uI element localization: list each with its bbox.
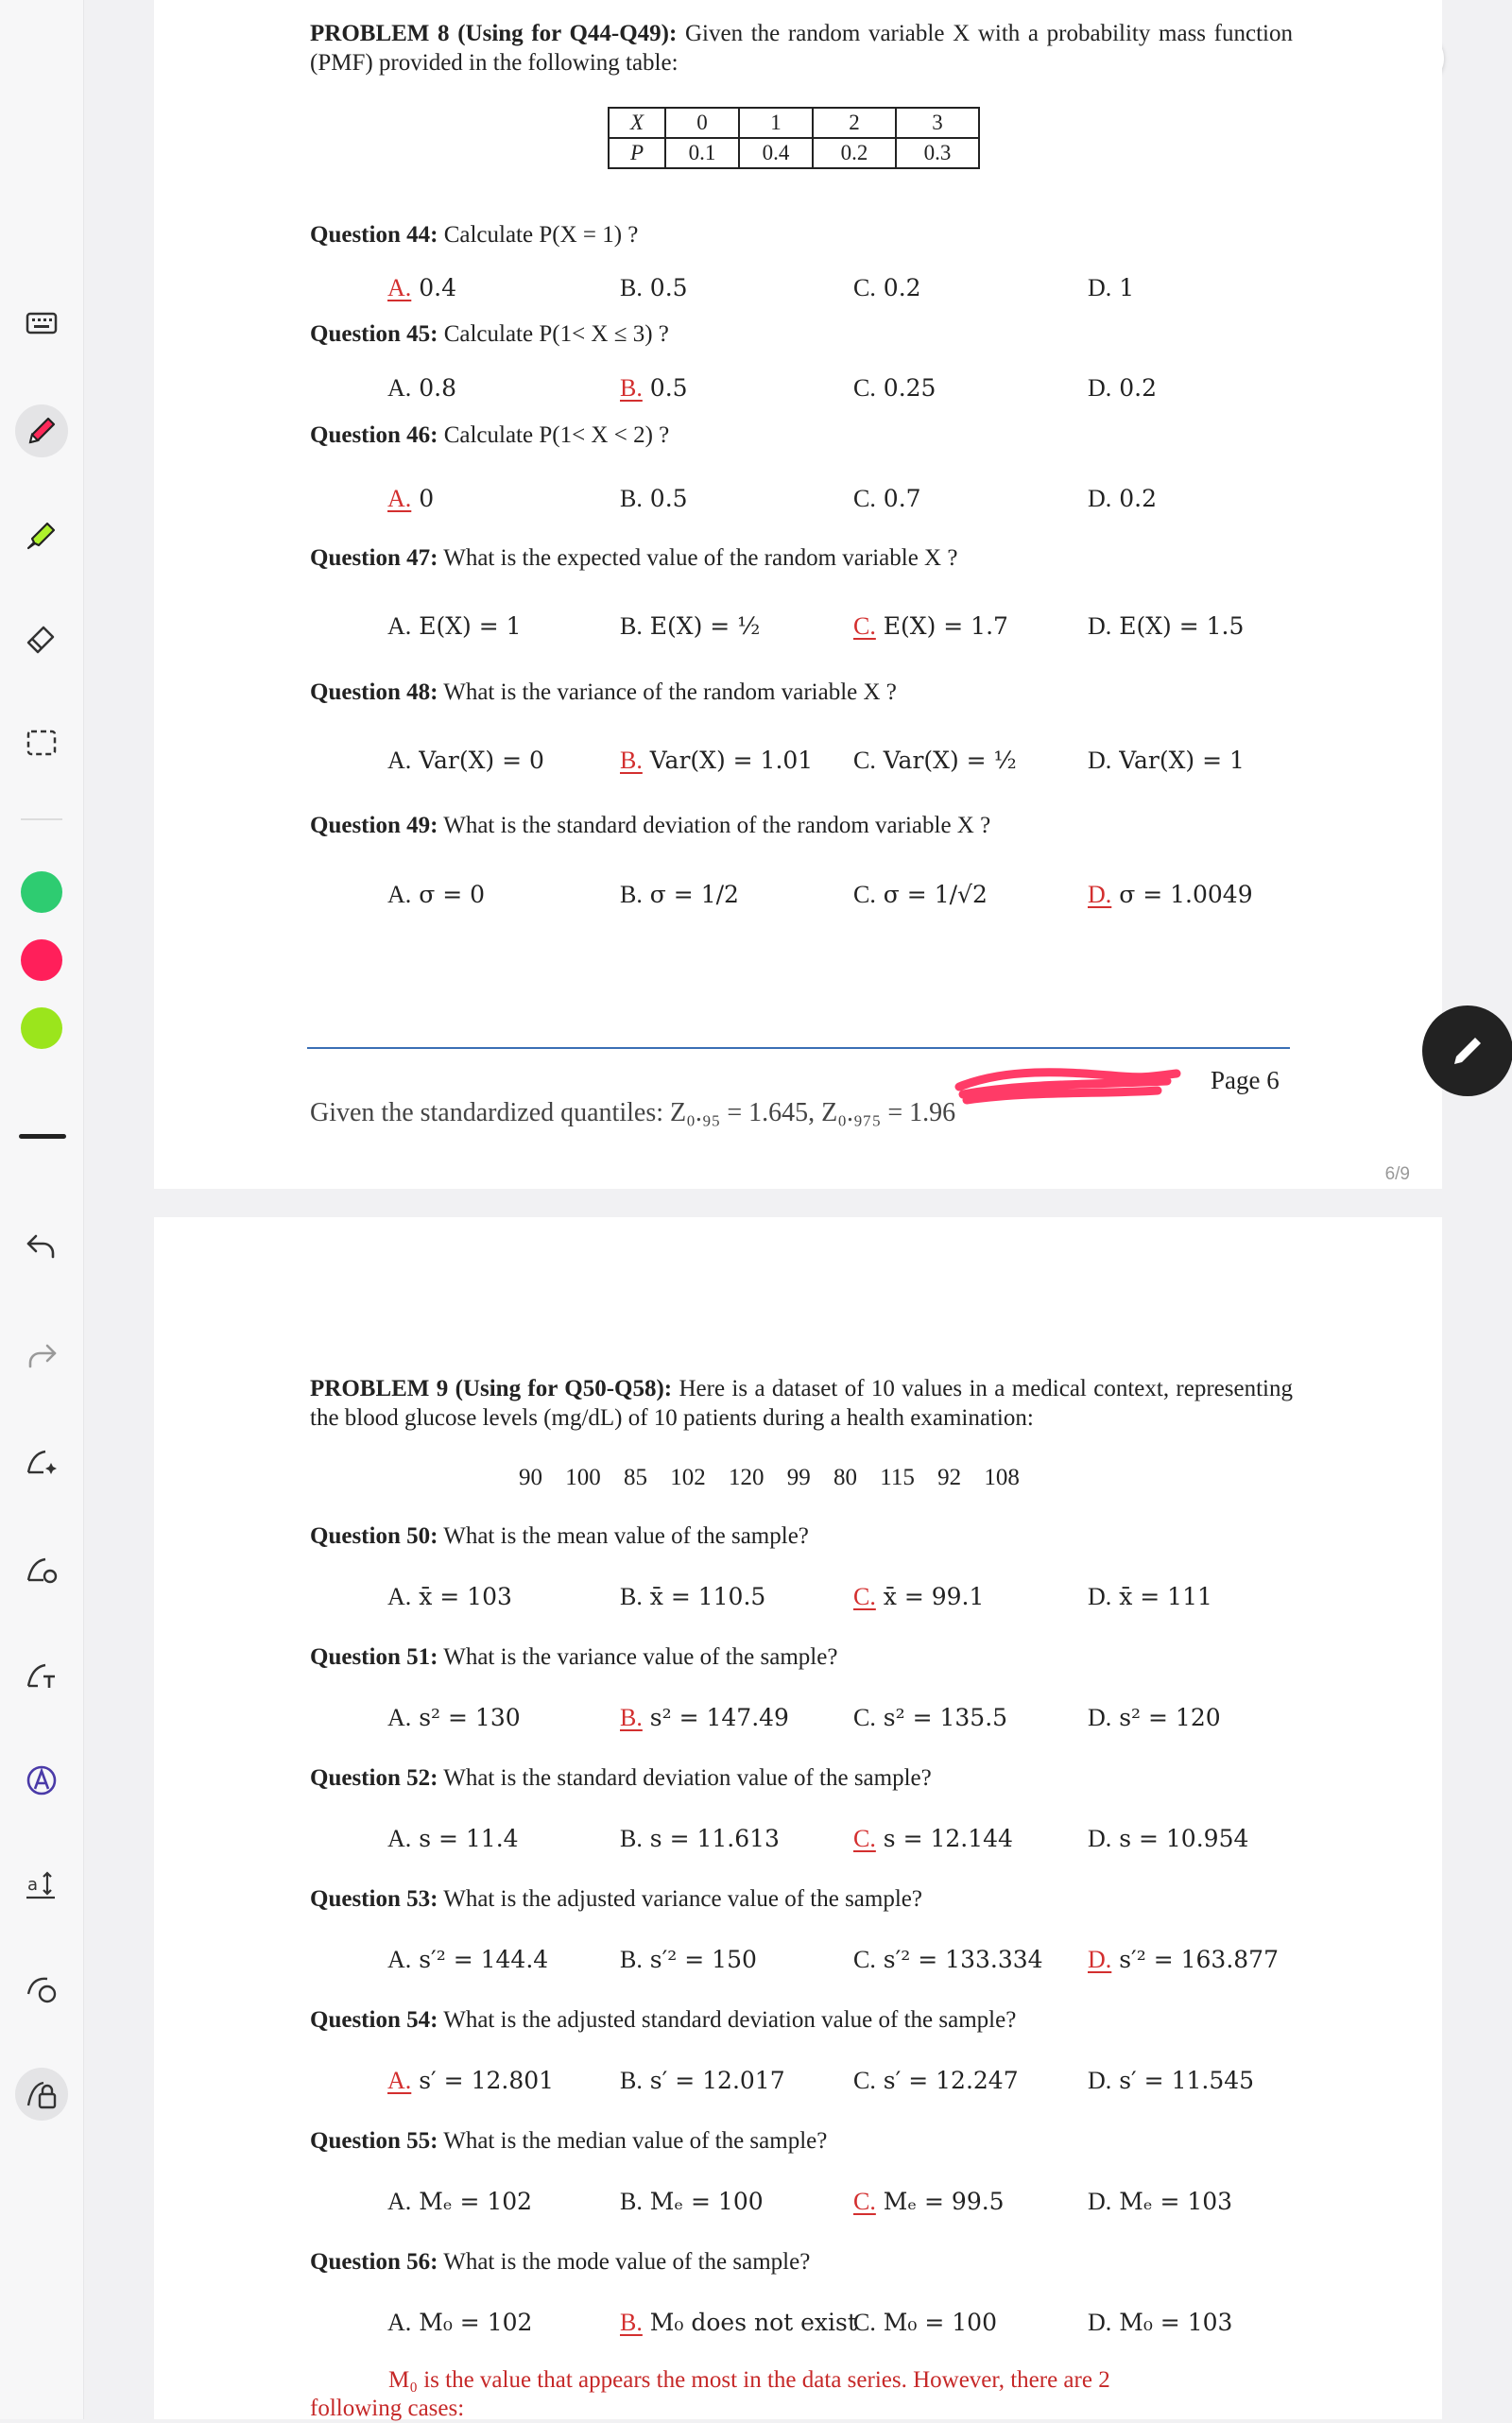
shape-sparkle-icon[interactable]: [15, 1435, 68, 1487]
answer-option-d: D. 1: [1088, 274, 1135, 301]
color-swatch-green[interactable]: [21, 871, 62, 913]
answer-option-d: D. s′² = 163.877: [1088, 1946, 1279, 1973]
answer-option-d: D. M₀ = 103: [1088, 2309, 1233, 2336]
answer-option-a: A. Var(X) = 0: [387, 747, 544, 774]
pdf-page-7: [154, 1217, 1442, 2419]
pen-fab-icon[interactable]: [1422, 1005, 1512, 1096]
answer-option-b: B. s′² = 150: [620, 1946, 757, 1973]
question-51: Question 51: What is the variance value of the sample?: [310, 1644, 838, 1670]
answer-option-c: C. σ = 1/√2: [853, 881, 988, 908]
answer-option-d: D. 0.2: [1088, 485, 1157, 512]
answer-option-d: D. s² = 120: [1088, 1704, 1221, 1731]
question-44: Question 44: Calculate P(X = 1) ?: [310, 222, 639, 248]
answer-option-b: B. 0.5: [620, 485, 688, 512]
question-49: Question 49: What is the standard deviation of the random variable X ?: [310, 813, 991, 838]
problem-8-statement: PROBLEM 8 (Using for Q44-Q49): Given the random variable X with a probability mass function (PMF) provided in the following table:: [310, 21, 1293, 76]
answer-option-c: C. M₀ = 100: [853, 2309, 997, 2336]
answer-option-b: B. E(X) = ½: [620, 612, 761, 640]
answer-option-a: A. 0.8: [387, 374, 456, 402]
answer-option-a: A. s′ = 12.801: [387, 2067, 555, 2094]
question-45: Question 45: Calculate P(1< X ≤ 3) ?: [310, 321, 669, 347]
question-54: Question 54: What is the adjusted standard deviation value of the sample?: [310, 2007, 1017, 2033]
answer-option-d: D. Mₑ = 103: [1088, 2188, 1233, 2215]
keyboard-icon[interactable]: [15, 297, 68, 350]
answer-option-c: C. s² = 135.5: [853, 1704, 1008, 1731]
shapes-icon[interactable]: [15, 1962, 68, 2015]
pmf-table: [608, 107, 980, 169]
highlighter-icon[interactable]: [15, 508, 68, 561]
svg-text:a: a: [27, 1875, 39, 1895]
lasso-icon[interactable]: [15, 716, 68, 769]
standardized-quantiles: Given the standardized quantiles: Z₀.₉₅ = 1.645, Z₀.₉₇₅ = 1.96: [310, 1098, 956, 1127]
answer-option-d: D. s′ = 11.545: [1088, 2067, 1255, 2094]
answer-option-a: A. M₀ = 102: [387, 2309, 533, 2336]
question-52: Question 52: What is the standard deviation value of the sample?: [310, 1765, 932, 1791]
answer-option-b: B. Mₑ = 100: [620, 2188, 764, 2215]
question-47: Question 47: What is the expected value of the random variable X ?: [310, 545, 958, 571]
color-swatch-lime[interactable]: [21, 1007, 62, 1049]
answer-option-b: B. M₀ does not exist: [620, 2309, 857, 2336]
question-46: Question 46: Calculate P(1< X < 2) ?: [310, 422, 670, 448]
answer-option-b: B. x̄ = 110.5: [620, 1583, 766, 1610]
answer-option-d: D. s = 10.954: [1088, 1825, 1249, 1852]
answer-option-d: D. x̄ = 111: [1088, 1583, 1212, 1610]
text-tool-icon[interactable]: [15, 1648, 68, 1701]
question-53: Question 53: What is the adjusted variance value of the sample?: [310, 1886, 922, 1912]
answer-option-c: C. Var(X) = ½: [853, 747, 1017, 774]
question-56: Question 56: What is the mode value of the sample?: [310, 2249, 811, 2275]
redo-icon[interactable]: [15, 1329, 68, 1382]
answer-option-a: A. s = 11.4: [387, 1825, 519, 1852]
answer-option-c: C. s′ = 12.247: [853, 2067, 1019, 2094]
answer-option-a: A. σ = 0: [387, 881, 486, 908]
question-50: Question 50: What is the mean value of the sample?: [310, 1523, 809, 1549]
page-indicator: 6/9: [1384, 1164, 1410, 1184]
answer-option-a: A. Mₑ = 102: [387, 2188, 533, 2215]
pen-icon[interactable]: [15, 404, 68, 457]
pmf-prob-row: P 0.1 0.4 0.2 0.3: [609, 138, 979, 168]
answer-option-c: C. 0.2: [853, 274, 921, 301]
answer-option-b: B. s′ = 12.017: [620, 2067, 785, 2094]
answer-option-c: C. 0.25: [853, 374, 936, 402]
answer-option-d: D. σ = 1.0049: [1088, 881, 1253, 908]
lock-icon[interactable]: [15, 2068, 68, 2121]
annotation-toolbar: [0, 0, 84, 2419]
answer-option-d: D. 0.2: [1088, 374, 1157, 402]
answer-option-d: D. Var(X) = 1: [1088, 747, 1245, 774]
answer-option-c: C. Mₑ = 99.5: [853, 2188, 1005, 2215]
problem-9-statement: PROBLEM 9 (Using for Q50-Q58): Here is a dataset of 10 values in a medical context, representing the blood glucose levels (mg/dL) of 10 patients during a health examination:: [310, 1376, 1293, 1431]
shape-recognize-icon[interactable]: [15, 1542, 68, 1595]
glucose-dataset: 90 100 85 102 120 99 80 115 92 108: [519, 1465, 1020, 1490]
answer-option-c: C. s′² = 133.334: [853, 1946, 1043, 1973]
answer-option-a: A. 0: [387, 485, 435, 512]
answer-option-b: B. σ = 1/2: [620, 881, 739, 908]
answer-option-a: A. s² = 130: [387, 1704, 521, 1731]
answer-option-a: A. 0.4: [387, 274, 456, 301]
answer-option-c: C. s = 12.144: [853, 1825, 1013, 1852]
answer-option-c: C. x̄ = 99.1: [853, 1583, 985, 1610]
ink-scribble: [950, 1062, 1347, 1109]
format-text-icon[interactable]: [15, 1858, 68, 1911]
footer-divider: [307, 1047, 1290, 1049]
answer-option-a: A. s′² = 144.4: [387, 1946, 549, 1973]
eraser-icon[interactable]: [15, 610, 68, 663]
answer-option-b: B. 0.5: [620, 274, 688, 301]
footer-page-label: Page 6: [1211, 1066, 1280, 1094]
ink-to-text-icon[interactable]: [15, 1754, 68, 1807]
pmf-header-row: X 0 1 2 3: [609, 108, 979, 138]
answer-option-d: D. E(X) = 1.5: [1088, 612, 1245, 640]
answer-option-a: A. E(X) = 1: [387, 612, 522, 640]
answer-option-c: C. 0.7: [853, 485, 921, 512]
answer-option-b: B. s = 11.613: [620, 1825, 780, 1852]
answer-option-c: C. E(X) = 1.7: [853, 612, 1008, 640]
answer-option-a: A. x̄ = 103: [387, 1583, 512, 1610]
answer-option-b: B. Var(X) = 1.01: [620, 747, 814, 774]
pdf-page-6: [154, 0, 1442, 1189]
mode-note: M₀ is the value that appears the most in the data series. However, there are 2 following cases:: [310, 2367, 1110, 2421]
undo-icon[interactable]: [15, 1219, 68, 1272]
answer-option-b: B. s² = 147.49: [620, 1704, 789, 1731]
question-55: Question 55: What is the median value of the sample?: [310, 2128, 828, 2154]
question-48: Question 48: What is the variance of the random variable X ?: [310, 679, 897, 705]
color-swatch-pink[interactable]: [21, 939, 62, 981]
stroke-width-indicator[interactable]: [19, 1134, 66, 1139]
answer-option-b: B. 0.5: [620, 374, 688, 402]
